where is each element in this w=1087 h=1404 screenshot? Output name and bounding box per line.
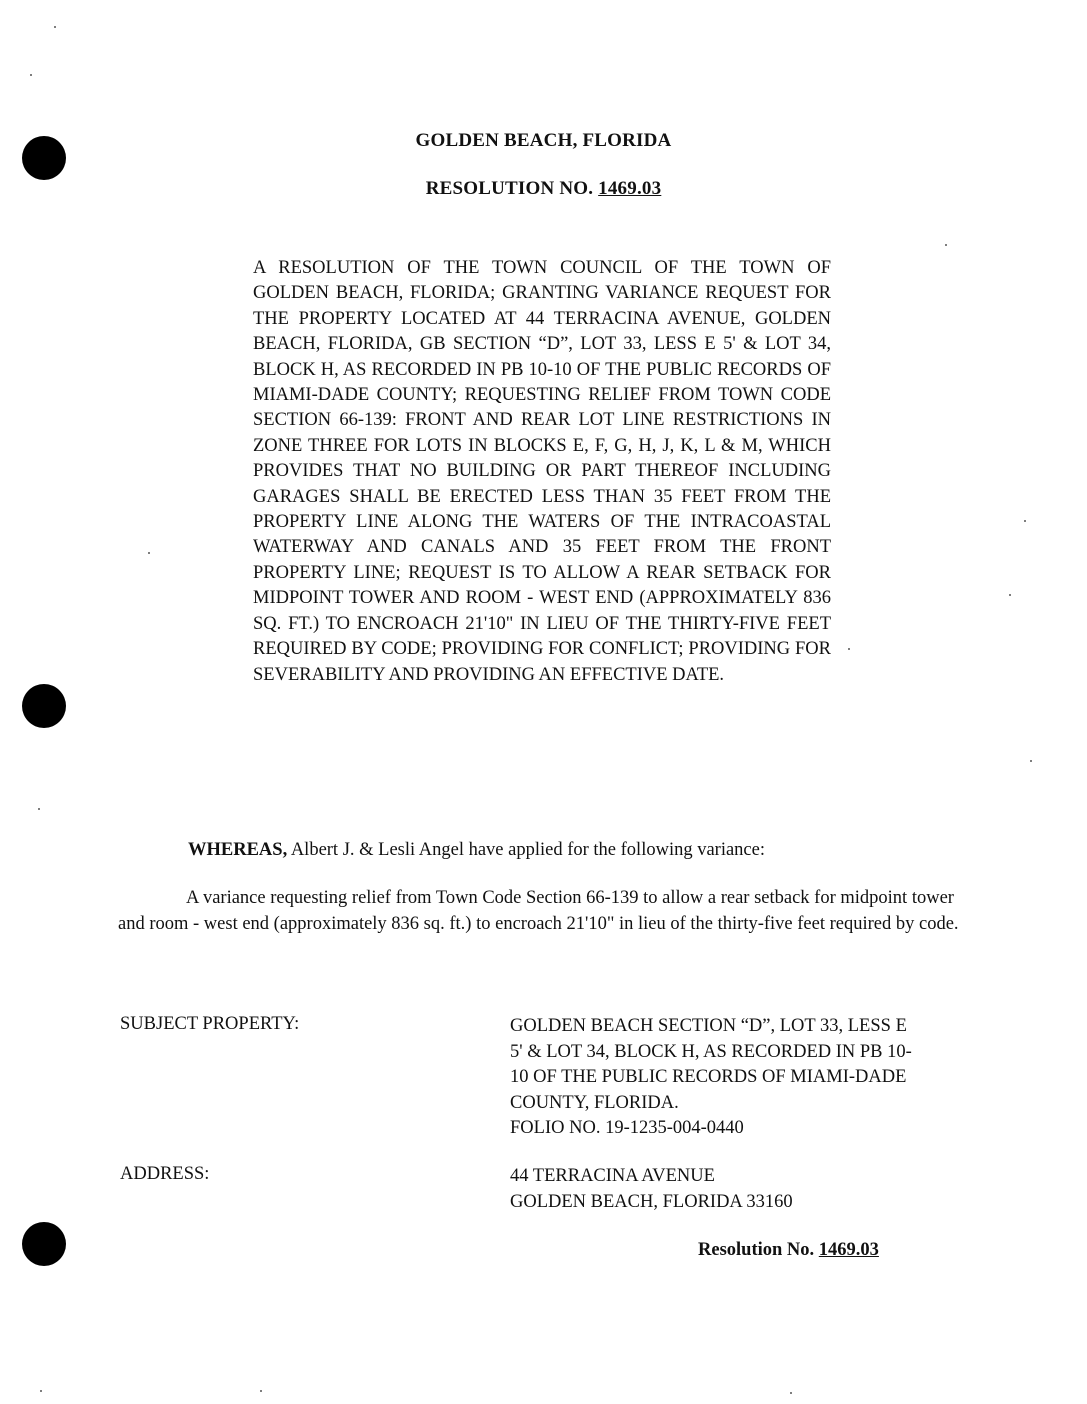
address-label: ADDRESS: <box>120 1164 210 1184</box>
scan-speck <box>260 1390 262 1392</box>
subject-property-description <box>510 1014 980 1142</box>
scan-speck <box>1009 594 1011 596</box>
punch-hole-middle <box>22 684 66 728</box>
subject-property-line: GOLDEN BEACH SECTION “D”, LOT 33, LESS E <box>510 1016 907 1036</box>
whereas-lead: WHEREAS, <box>188 840 288 860</box>
scan-speck <box>945 244 947 246</box>
address-value <box>510 1164 980 1215</box>
address-line: GOLDEN BEACH, FLORIDA 33160 <box>510 1191 793 1212</box>
scan-speck <box>40 1390 42 1392</box>
whereas-clause <box>188 838 765 864</box>
municipality-heading: GOLDEN BEACH, FLORIDA <box>415 130 672 151</box>
variance-paragraph: A variance requesting relief from Town Code Section 66-139 to allow a rear setback for midpoint tower and room - west end (approximately 836 sq. ft.) to encroach 21'10" in lieu of the thirty-five feet required by code. <box>118 888 959 934</box>
subject-property-line: COUNTY, FLORIDA. <box>510 1092 679 1113</box>
scan-speck <box>1030 760 1032 762</box>
resolution-heading <box>0 178 1087 200</box>
scan-speck <box>1024 520 1026 522</box>
resolution-caption: A RESOLUTION OF THE TOWN COUNCIL OF THE TOWN OF GOLDEN BEACH, FLORIDA; GRANTING VARIANCE REQUEST FOR THE PROPERTY LOCATED AT 44 TERRACINA AVENUE, GOLDEN BEACH, FLORIDA, GB SECTION “D”, LOT 33, LESS E 5' & LOT 34, BLOCK H, AS RECORDED IN PB 10-10 OF THE PUBLIC RECORDS OF MIAMI-DADE COUNTY; REQUESTING RELIEF FROM TOWN CODE SECTION 66-139: FRONT AND REAR LOT LINE RESTRICTIONS IN ZONE THREE FOR LOTS IN BLOCKS E, F, G, H, J, K, L & M, WHICH PROVIDES THAT NO BUILDING OR PART THEREOF INCLUDING GARAGES SHALL BE ERECTED LESS THAN 35 FEET FROM THE PROPERTY LINE ALONG THE WATERS OF THE INTRACOASTAL WATERWAY AND CANALS AND 35 FEET FROM THE FRONT PROPERTY LINE; REQUEST IS TO ALLOW A REAR SETBACK FOR MIDPOINT TOWER AND ROOM - WEST END (APPROXIMATELY 836 SQ. FT.) TO ENCROACH 21'10" IN LIEU OF THE THIRTY-FIVE FEET REQUIRED BY CODE; PROVIDING FOR CONFLICT; PROVIDING FOR SEVERABILITY AND PROVIDING AN EFFECTIVE DATE. <box>253 258 831 685</box>
scan-speck <box>54 26 56 28</box>
subject-property-line: 10 OF THE PUBLIC RECORDS OF MIAMI-DADE <box>510 1067 907 1087</box>
footer-prefix: Resolution No. <box>698 1240 815 1260</box>
address-line: 44 TERRACINA AVENUE <box>510 1166 715 1186</box>
scan-speck <box>848 648 850 650</box>
scan-speck <box>148 552 150 554</box>
footer-resolution-number <box>698 1240 879 1261</box>
punch-hole-bottom <box>22 1222 66 1266</box>
subject-property-line: 5' & LOT 34, BLOCK H, AS RECORDED IN PB 10- <box>510 1041 912 1062</box>
scan-speck <box>790 1392 792 1394</box>
subject-property-label: SUBJECT PROPERTY: <box>120 1014 300 1034</box>
scan-speck <box>38 808 40 810</box>
scan-speck <box>30 74 32 76</box>
folio-number: FOLIO NO. 19-1235-004-0440 <box>510 1118 744 1138</box>
resolution-heading-prefix: RESOLUTION NO. <box>425 178 594 199</box>
resolution-heading-number: 1469.03 <box>598 178 662 199</box>
footer-number: 1469.03 <box>818 1240 879 1260</box>
whereas-text: Albert J. & Lesli Angel have applied for the following variance: <box>290 840 765 860</box>
